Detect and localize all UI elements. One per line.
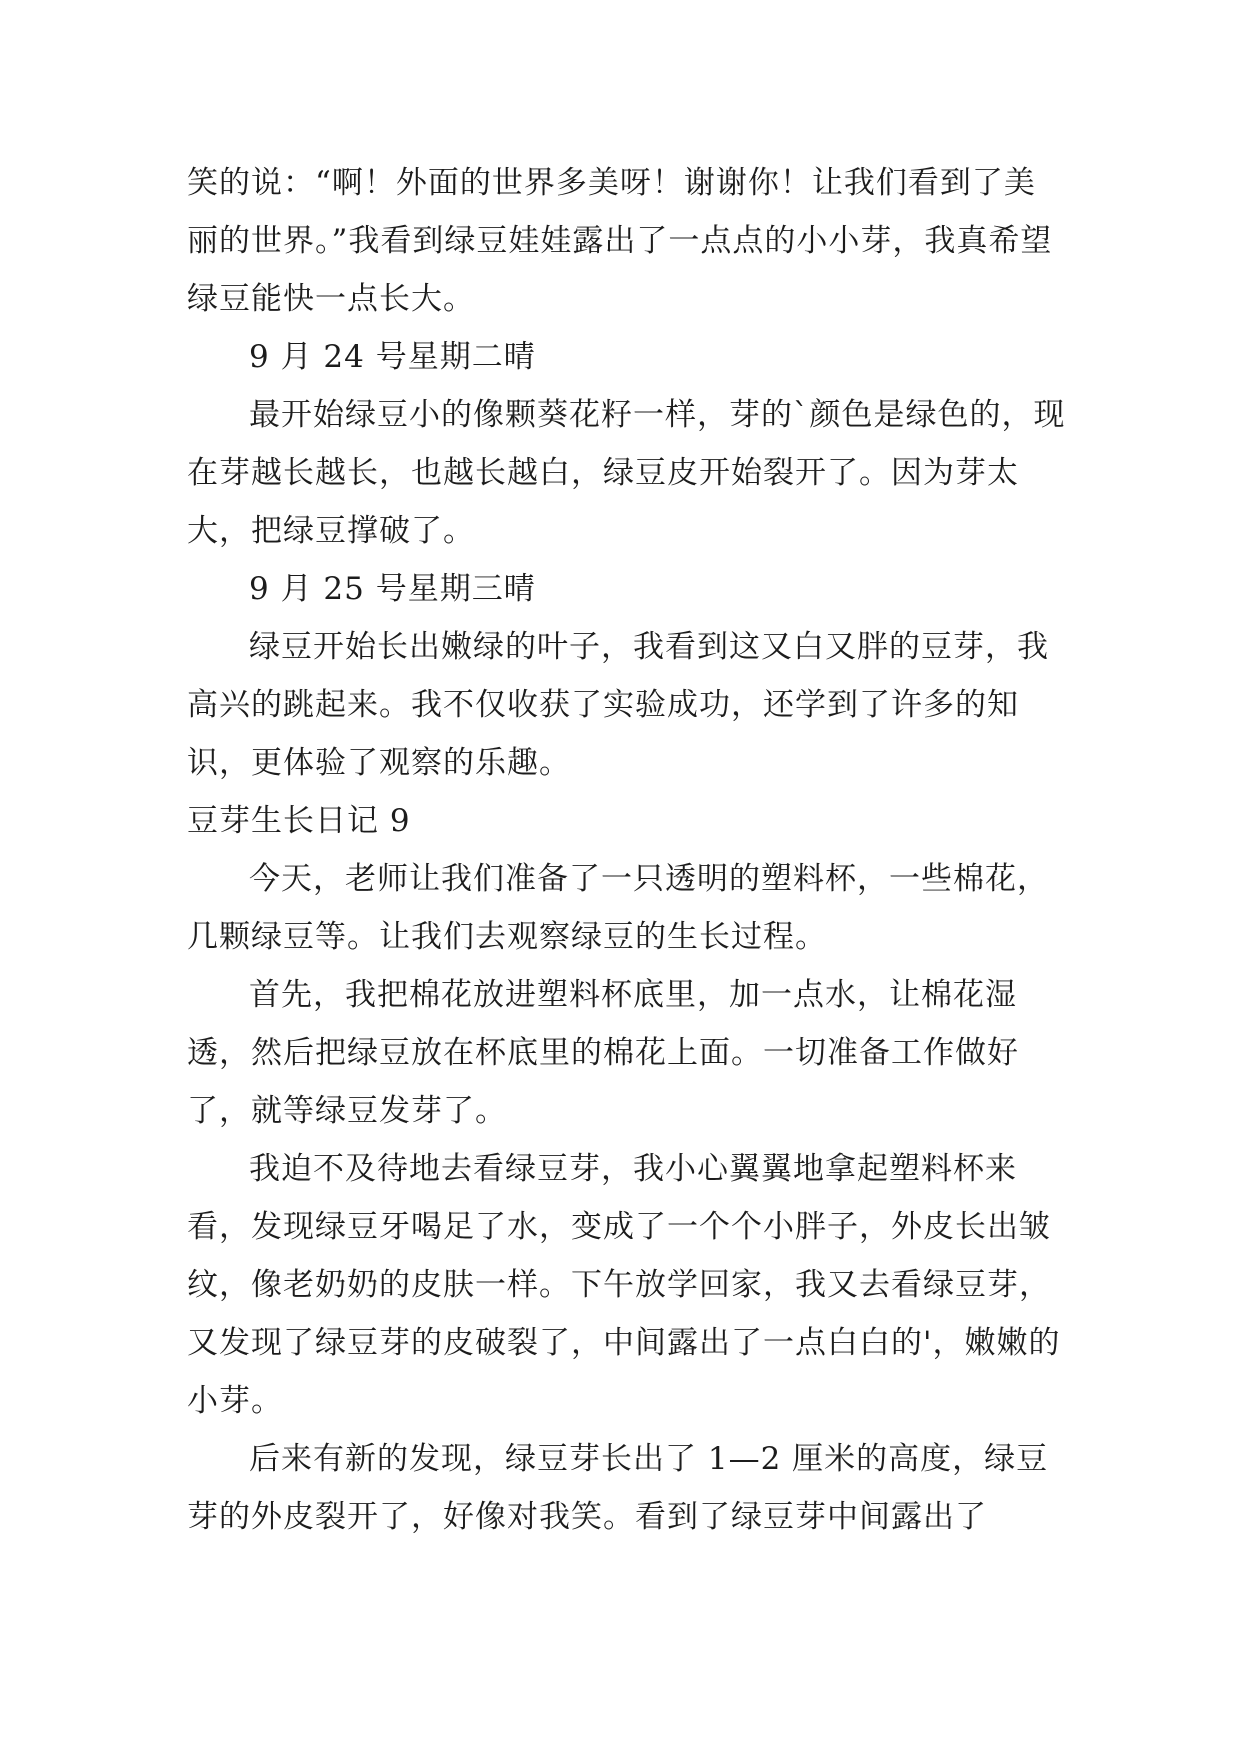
diary-date-heading: 9 月 24 号星期二晴 [249,339,536,375]
paragraph: 我迫不及待地去看绿豆芽，我小心翼翼地拿起塑料杯来看，发现绿豆牙喝足了水，变成了一个个小胖子，外皮长出皱纹，像老奶奶的皮肤一样。下午放学回家，我又去看绿豆芽，又发现了绿豆芽的皮破裂了，中间露出了一点白白的'，嫩嫩的小芽。 [187,1151,1061,1419]
paragraph-continuation: 笑的说：“啊！外面的世界多美呀！谢谢你！让我们看到了美丽的世界。”我看到绿豆娃娃露出了一点点的小小芽，我真希望绿豆能快一点长大。 [187,165,1053,317]
paragraph: 首先，我把棉花放进塑料杯底里，加一点水，让棉花湿透，然后把绿豆放在杯底里的棉花上面。一切准备工作做好了，就等绿豆发芽了。 [187,977,1019,1129]
diary-date-heading: 9 月 25 号星期三晴 [249,571,536,607]
document-body [187,154,1067,1546]
paragraph: 最开始绿豆小的像颗葵花籽一样，芽的`颜色是绿色的，现在芽越长越长，也越长越白，绿豆皮开始裂开了。因为芽太大，把绿豆撑破了。 [187,397,1066,549]
paragraph: 今天，老师让我们准备了一只透明的塑料杯，一些棉花，几颗绿豆等。让我们去观察绿豆的生长过程。 [187,861,1049,955]
section-title: 豆芽生长日记 9 [187,803,411,839]
paragraph: 绿豆开始长出嫩绿的叶子，我看到这又白又胖的豆芽，我高兴的跳起来。我不仅收获了实验成功，还学到了许多的知识，更体验了观察的乐趣。 [187,629,1049,781]
paragraph: 后来有新的发现，绿豆芽长出了 1—2 厘米的高度，绿豆芽的外皮裂开了，好像对我笑。看到了绿豆芽中间露出了 [187,1441,1049,1535]
